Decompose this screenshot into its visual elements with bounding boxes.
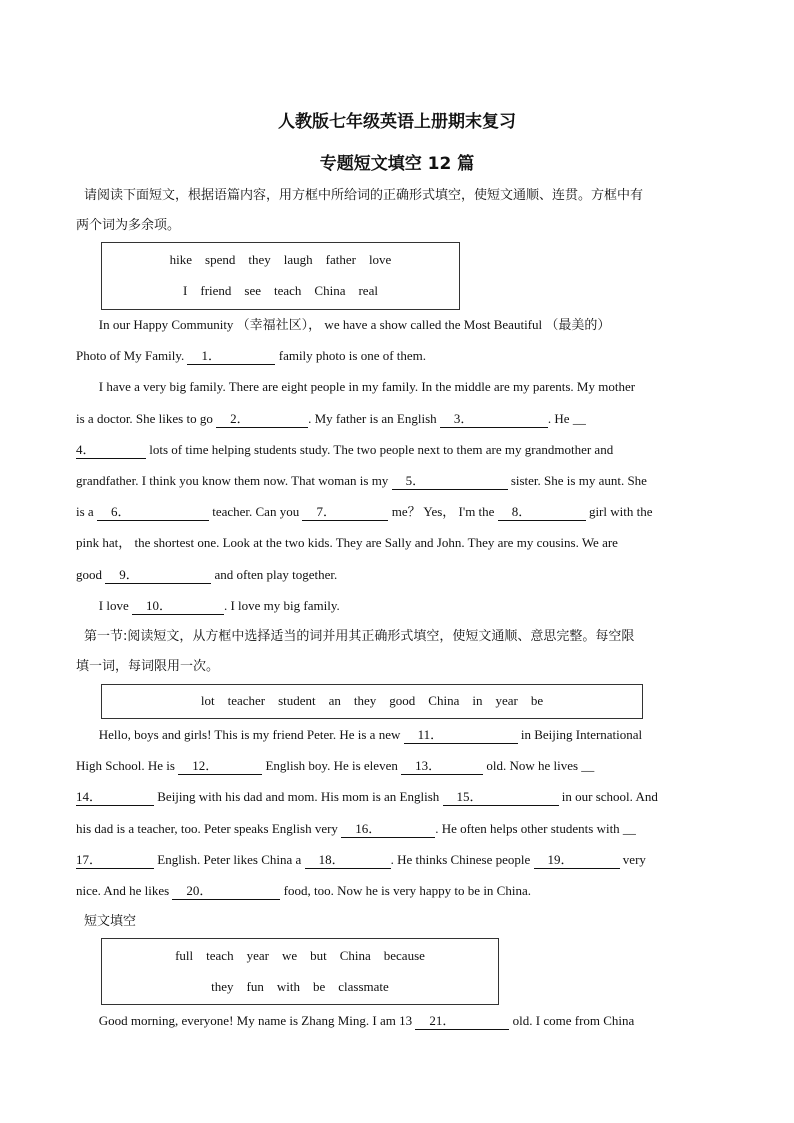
passage-line: [76, 882, 531, 900]
blank-number: 3．: [453, 410, 474, 426]
blank-number: 9．: [119, 566, 139, 582]
answer-blank[interactable]: [97, 505, 209, 521]
page-title: 人教版七年级英语上册期末复习: [278, 112, 516, 132]
passage-text: is a: [76, 504, 97, 520]
passage-line: [76, 347, 426, 365]
blank-number: 7．: [316, 504, 336, 520]
answer-blank[interactable]: [341, 822, 435, 838]
passage-line: [76, 757, 594, 775]
answer-blank[interactable]: [392, 474, 508, 490]
answer-blank[interactable]: [76, 853, 154, 869]
answer-blank[interactable]: [440, 412, 548, 428]
answer-blank[interactable]: [132, 599, 224, 615]
passage-text: In our Happy Community （幸福社区）， we have a show called the Most Beautiful （最美的）: [76, 317, 611, 332]
passage-line: [76, 597, 340, 615]
passage-text: Hello, boys and girls! This is my friend Peter. He is a new: [76, 727, 404, 742]
passage-text: I love: [76, 597, 132, 613]
passage-text: pink hat， the shortest one. Look at the two kids. They are Sally and John. They are my cousins. We are: [76, 535, 618, 551]
answer-blank[interactable]: [401, 759, 483, 775]
section2-instruction-line1: 第一节:阅读短文，从方框中选择适当的词并用其正确形式填空，使短文通顺、意思完整。每空限: [84, 629, 635, 644]
passage-text: sister. She is my aunt. She: [507, 473, 647, 488]
passage-line: [76, 788, 658, 806]
passage-text: girl with the: [585, 504, 653, 520]
word-box-3-row2: they fun with be classmate: [211, 979, 389, 994]
passage-text: very: [619, 851, 646, 867]
blank-number: 10．: [145, 597, 172, 613]
passage-text: English. Peter likes China a: [154, 851, 305, 867]
answer-blank[interactable]: [172, 884, 280, 900]
passage-text: lots of time helping students study. The two people next to them are my grandmother and: [146, 441, 614, 457]
passage-text: in Beijing International: [517, 727, 643, 742]
passage-text: I have a very big family. There are eight people in my family. In the middle are my parents. My mother: [76, 379, 636, 395]
answer-blank[interactable]: [498, 505, 586, 521]
blank-number: 15．: [456, 789, 483, 805]
word-box-2-row1: lot teacher student an they good China in year be: [200, 693, 544, 708]
word-box-1-row2: I friend see teach China real: [183, 283, 378, 298]
answer-blank[interactable]: [76, 790, 154, 806]
blank-number: 12．: [192, 758, 219, 774]
passage-text: and often play together.: [211, 566, 338, 582]
passage-text: . I love my big family.: [223, 597, 340, 613]
blank-number: 4．: [76, 441, 96, 457]
word-box-3-row1: full teach year we but China because: [175, 948, 425, 963]
passage-line: [76, 820, 636, 838]
passage-text: family photo is one of them.: [275, 348, 427, 364]
blank-number: 14．: [76, 789, 103, 805]
passage-text: is a doctor. She likes to go: [76, 410, 217, 426]
passage-text: . My father is an English: [308, 410, 440, 426]
blank-number: 18．: [318, 851, 345, 867]
answer-blank[interactable]: [105, 568, 211, 584]
blank-number: 8．: [511, 504, 532, 520]
passage-text: food, too. Now he is very happy to be in China.: [280, 883, 531, 898]
section1-instruction-line2: 两个词为多余项。: [76, 218, 181, 233]
blank-number: 21．: [429, 1013, 456, 1028]
passage-text: me？ Yes， I'm the: [388, 504, 498, 520]
passage-text: teacher. Can you: [208, 504, 303, 520]
passage-line: [76, 534, 618, 552]
passage-text: English boy. He is eleven: [262, 758, 402, 774]
blank-number: 11．: [417, 727, 444, 742]
section1-instruction-line1: 请阅读下面短文，根据语篇内容，用方框中所给词的正确形式填空，使短文通顺、连贯。方框中有: [84, 188, 644, 203]
passage-line: [76, 726, 642, 744]
passage-text: High School. He is: [76, 758, 179, 774]
passage-text: Photo of My Family.: [76, 348, 188, 364]
blank-number: 19．: [547, 851, 574, 867]
passage-text: . He thinks Chinese people: [390, 851, 534, 867]
passage-text: good: [76, 566, 106, 582]
passage-text: . He often helps other students with __: [435, 820, 636, 836]
blank-number: 5．: [405, 473, 426, 488]
answer-blank[interactable]: [443, 790, 559, 806]
passage-text: grandfather. I think you know them now. That woman is my: [76, 473, 392, 488]
passage-line: [76, 472, 647, 490]
answer-blank[interactable]: [187, 349, 275, 365]
passage-line: [76, 441, 613, 459]
blank-number: 6．: [110, 504, 131, 520]
passage-text: Good morning, everyone! My name is Zhang Ming. I am 13: [76, 1013, 416, 1028]
passage-text: old. I come from China: [509, 1013, 635, 1028]
word-box-1-row1: hike spend they laugh father love: [169, 252, 392, 267]
passage-text: his dad is a teacher, too. Peter speaks English very: [76, 820, 342, 836]
answer-blank[interactable]: [305, 853, 391, 869]
blank-number: 13．: [415, 758, 442, 774]
word-box-2: [101, 684, 643, 719]
section3-heading: 短文填空: [84, 914, 137, 929]
passage-line: [76, 851, 646, 869]
passage-text: in our school. And: [558, 789, 658, 805]
blank-number: 2．: [230, 410, 250, 426]
passage-text: . He __: [547, 410, 586, 426]
passage-line: [76, 1012, 634, 1030]
blank-number: 16．: [355, 820, 382, 836]
word-box-1: [101, 242, 460, 310]
page-subtitle: 专题短文填空 12 篇: [319, 154, 475, 174]
section2-instruction-line2: 填一词，每词限用一次。: [76, 659, 220, 674]
passage-text: old. Now he lives __: [483, 758, 595, 774]
blank-number: 17．: [76, 851, 103, 867]
answer-blank[interactable]: [76, 443, 146, 459]
passage-text: nice. And he likes: [76, 883, 173, 898]
passage-line: [76, 566, 337, 584]
passage-line: [76, 316, 610, 334]
word-box-3: [101, 938, 499, 1005]
answer-blank[interactable]: [404, 728, 518, 744]
passage-text: Beijing with his dad and mom. His mom is an English: [154, 789, 443, 805]
passage-line: [76, 503, 652, 521]
answer-blank[interactable]: [415, 1014, 509, 1030]
blank-number: 1．: [201, 348, 221, 364]
answer-blank[interactable]: [534, 853, 620, 869]
answer-blank[interactable]: [216, 412, 308, 428]
passage-line: [76, 410, 586, 428]
answer-blank[interactable]: [302, 505, 388, 521]
passage-line: [76, 378, 635, 396]
answer-blank[interactable]: [178, 759, 262, 775]
blank-number: 20．: [186, 883, 213, 898]
